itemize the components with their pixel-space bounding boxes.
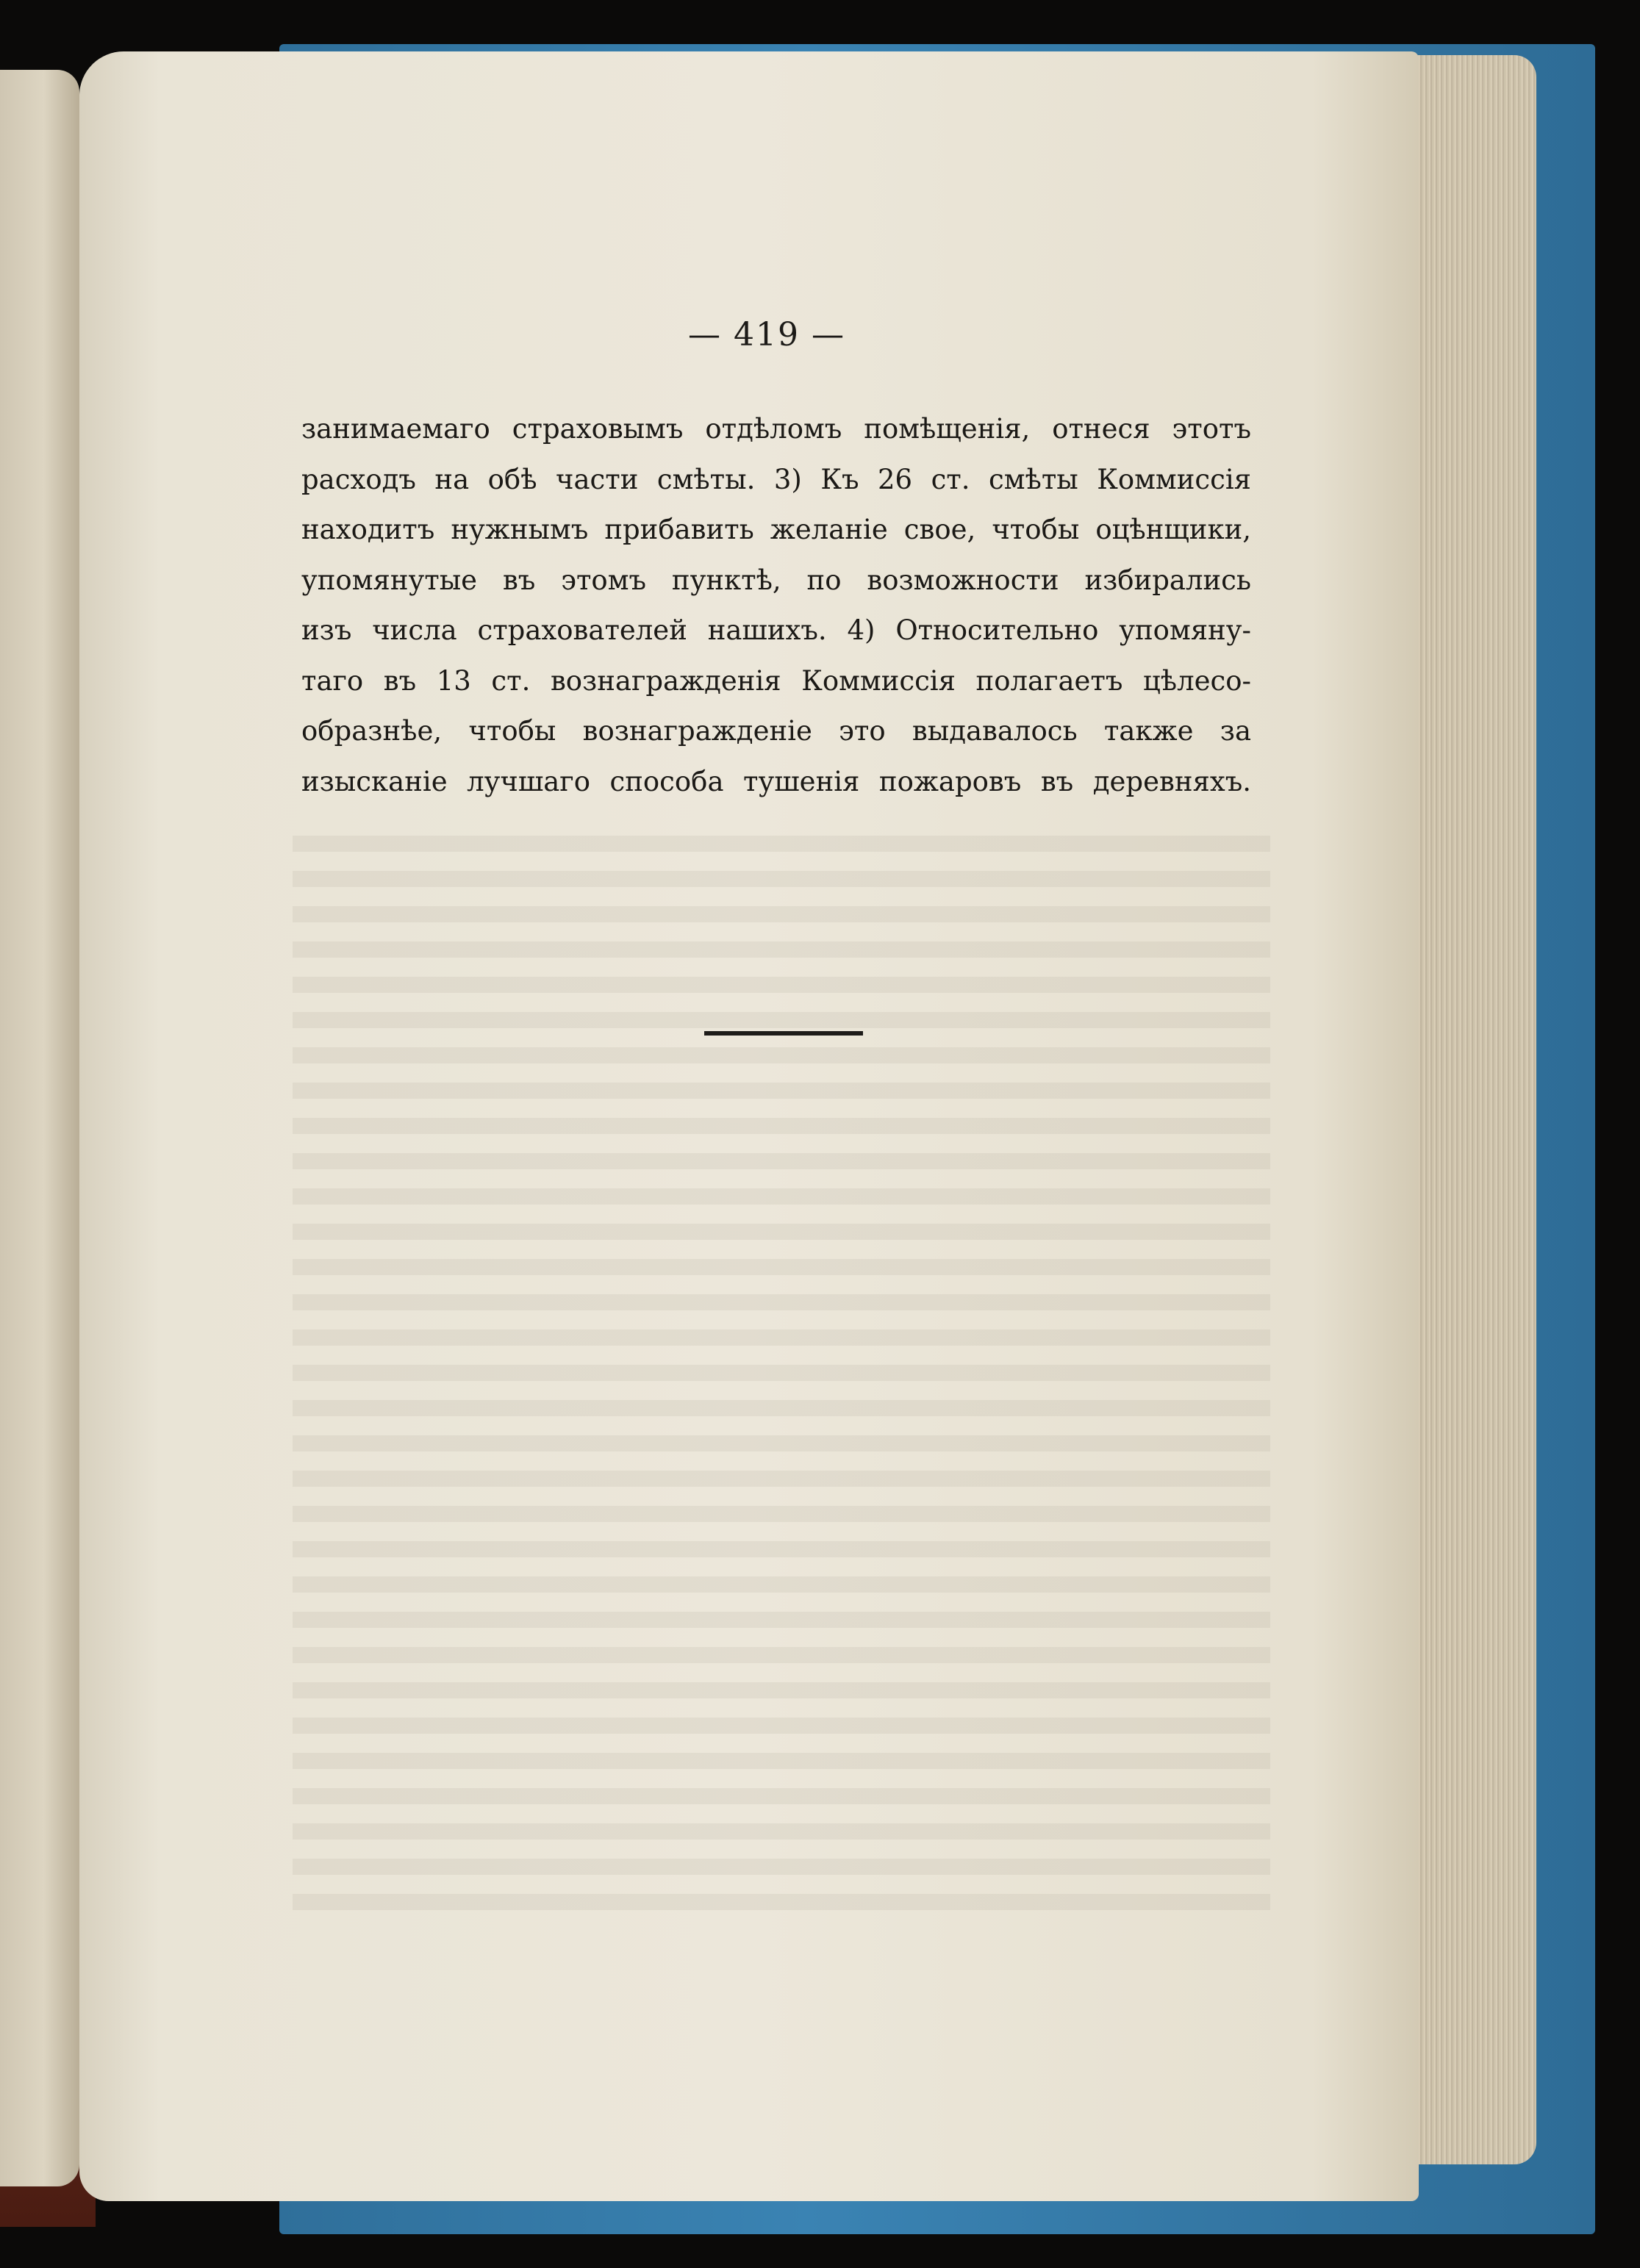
text-line: изысканіе лучшаго способа тушенія пожаровъ въ деревняхъ.	[301, 765, 1251, 797]
body-text	[301, 404, 1251, 807]
text-line: занимаемаго страховымъ отдѣломъ помѣщенія, отнеся этотъ	[301, 413, 1251, 445]
page-number: — 419 —	[688, 316, 845, 354]
text-line: находитъ нужнымъ прибавить желаніе свое, чтобы оцѣнщики,	[301, 514, 1251, 545]
text-line: расходъ на обѣ части смѣты. 3) Къ 26 ст. смѣты Коммиссія	[301, 463, 1251, 495]
text-line: таго въ 13 ст. вознагражденія Коммиссія полагаетъ цѣлесо-	[301, 664, 1251, 697]
book-page	[79, 51, 1419, 2201]
section-divider-rule	[704, 1031, 863, 1036]
text-line: упомянутые въ этомъ пунктѣ, по возможности избирались	[301, 564, 1251, 596]
text-line: образнѣе, чтобы вознагражденіе это выдавалось также за	[301, 715, 1251, 747]
previous-page	[0, 70, 79, 2186]
reverse-side-bleed-through	[293, 819, 1270, 1922]
text-line: изъ числа страхователей нашихъ. 4) Относительно упомяну-	[301, 614, 1251, 646]
